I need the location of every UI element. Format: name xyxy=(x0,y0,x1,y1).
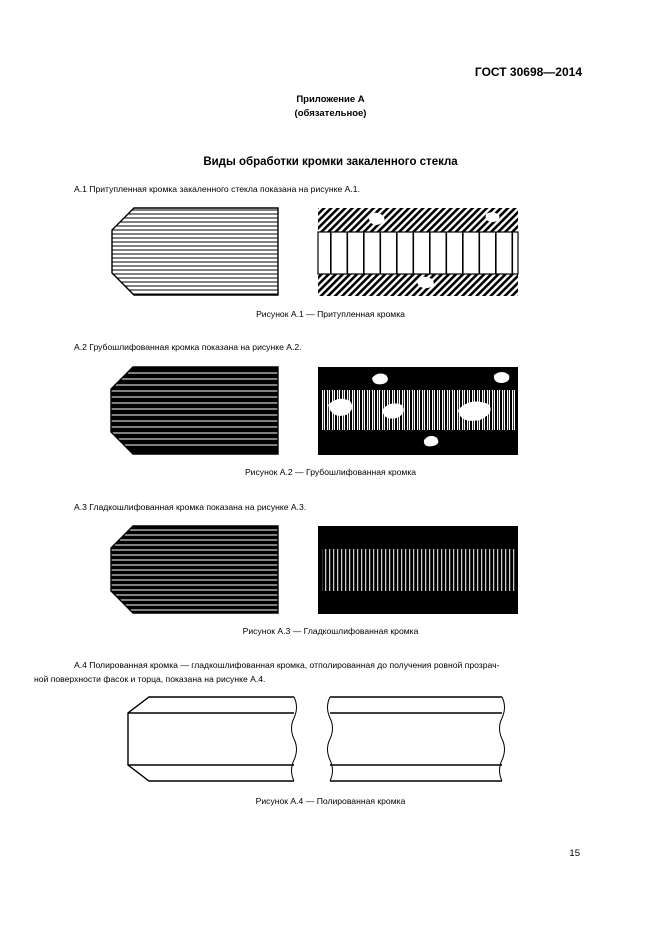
appendix-subtitle: (обязательное) xyxy=(294,108,367,119)
figure-a1-edge-profile xyxy=(110,206,280,298)
appendix-title: Приложение А xyxy=(296,94,365,105)
page-number: 15 xyxy=(569,848,580,859)
paragraph-a3: А.3 Гладкошлифованная кромка показана на рисунке А.3. xyxy=(74,502,307,512)
paragraph-a1: А.1 Притупленная кромка закаленного стекла показана на рисунке А.1. xyxy=(74,184,360,194)
figure-a3-surface-view xyxy=(318,526,518,614)
figure-a4-surface-view xyxy=(328,697,505,781)
figure-a4-edge-profile xyxy=(128,697,297,781)
figure-caption-a2: Рисунок А.2 — Грубошлифованная кромка xyxy=(244,467,417,477)
paragraph-a4-line1: А.4 Полированная кромка — гладкошлифованная кромка, отполированная до получения ровной прозрач- xyxy=(74,660,500,670)
figure-caption-a4: Рисунок А.4 — Полированная кромка xyxy=(255,796,406,806)
paragraph-a4-line2: ной поверхности фасок и торца, показана на рисунке А.4. xyxy=(34,674,266,684)
standard-designation: ГОСТ 30698—2014 xyxy=(474,65,582,79)
figure-a2-surface-view xyxy=(318,367,518,455)
figure-a2-edge-profile xyxy=(110,365,280,457)
figure-a1-surface-view xyxy=(318,208,518,296)
figure-a3-edge-profile xyxy=(110,524,280,616)
figure-caption-a1: Рисунок А.1 — Притупленная кромка xyxy=(256,309,405,319)
section-title: Виды обработки кромки закаленного стекла xyxy=(203,156,458,168)
paragraph-a2: А.2 Грубошлифованная кромка показана на рисунке А.2. xyxy=(74,342,302,352)
figure-caption-a3: Рисунок А.3 — Гладкошлифованная кромка xyxy=(242,626,419,636)
